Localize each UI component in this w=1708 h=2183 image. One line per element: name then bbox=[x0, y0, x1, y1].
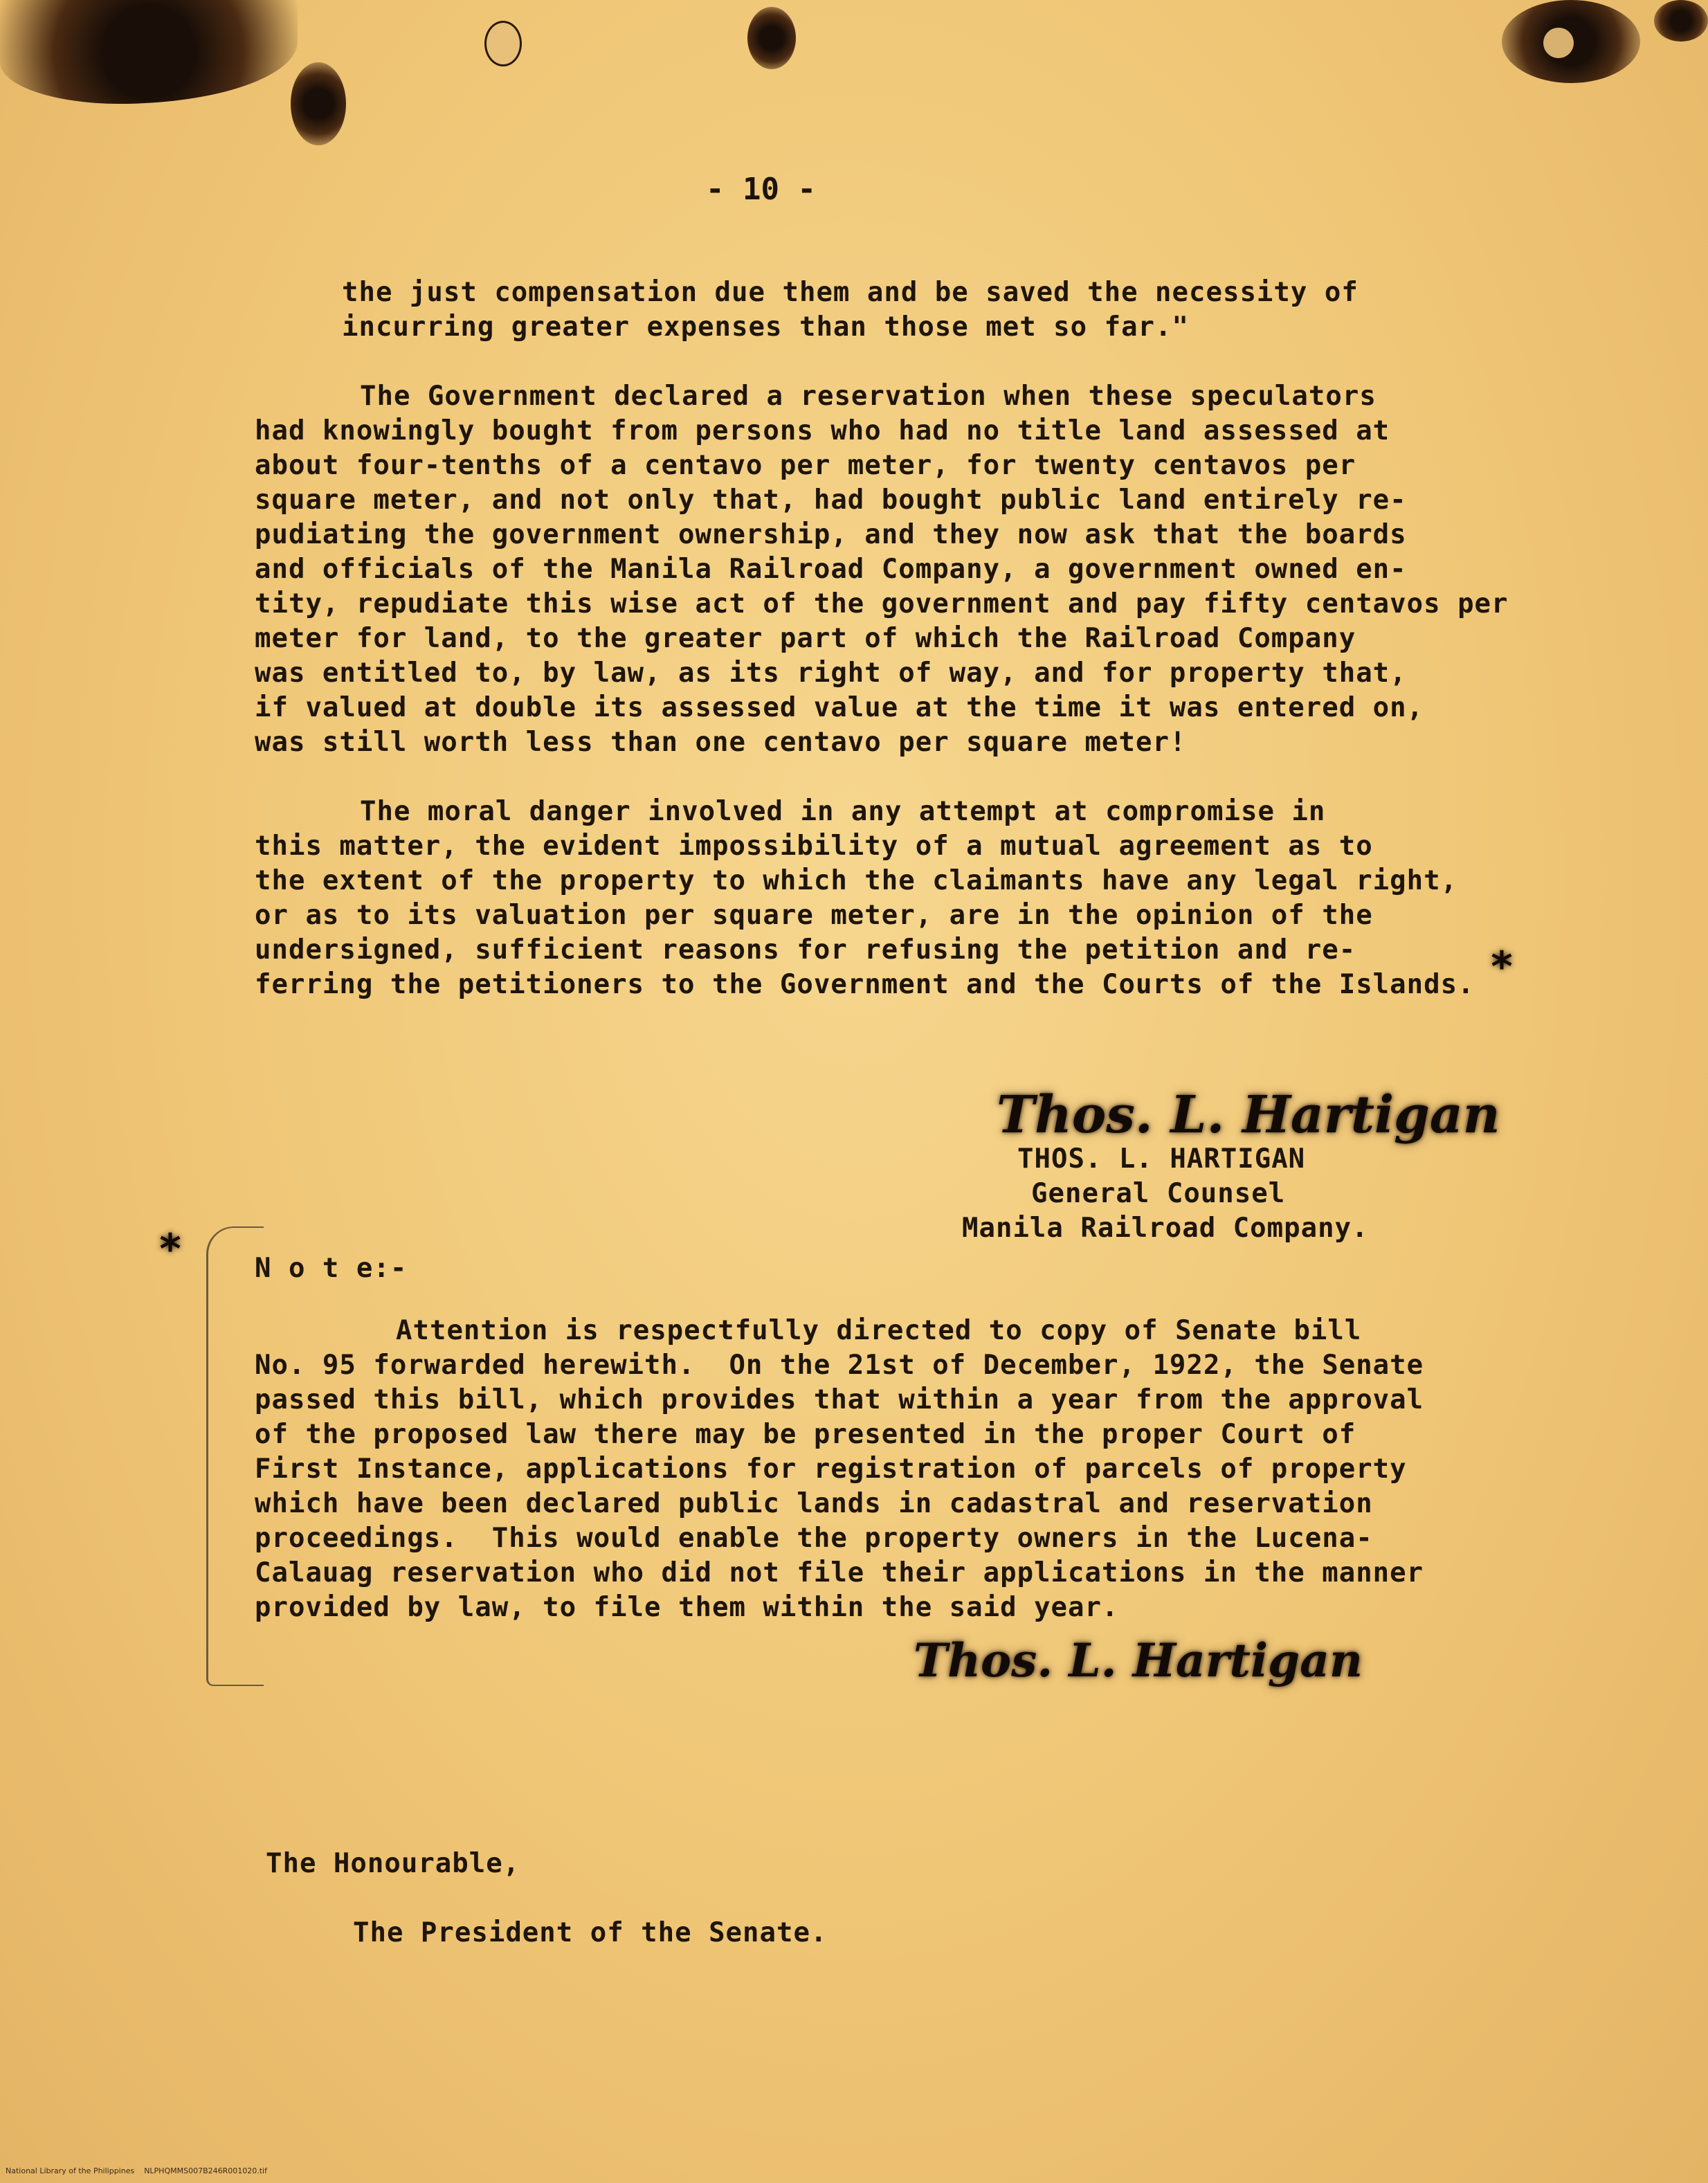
paragraph-moral-line: this matter, the evident impossibility of a mutual agreement as to bbox=[255, 831, 1373, 862]
asterisk-mark-right: * bbox=[1489, 943, 1515, 991]
addressee-recipient: The President of the Senate. bbox=[353, 1917, 828, 1948]
paragraph-government-line: The Government declared a reservation when these speculators bbox=[360, 381, 1377, 412]
continuation-line-1: the just compensation due them and be saved the necessity of bbox=[342, 277, 1359, 308]
paragraph-government-line: was entitled to, by law, as its right of way, and for property that, bbox=[255, 658, 1407, 689]
page-number: - 10 - bbox=[706, 172, 816, 207]
signatory-title: General Counsel bbox=[1031, 1178, 1286, 1209]
signatory-organization: Manila Railroad Company. bbox=[962, 1213, 1369, 1244]
note-line: provided by law, to file them within the said year. bbox=[255, 1592, 1119, 1623]
paragraph-government-line: meter for land, to the greater part of which the Railroad Company bbox=[255, 623, 1356, 654]
signature: Thos. L. Hartigan bbox=[997, 1085, 1500, 1145]
note-line: First Instance, applications for registration of parcels of property bbox=[255, 1453, 1407, 1485]
archive-footer-stamp: National Library of the Philippines NLPHQMMS007B246R001020.tif bbox=[6, 2166, 267, 2175]
addressee-salutation: The Honourable, bbox=[266, 1848, 520, 1879]
burn-mark-top-far-right bbox=[1654, 0, 1708, 42]
paragraph-moral-line: ferring the petitioners to the Government and the Courts of the Islands. bbox=[255, 969, 1475, 1000]
burn-mark-top-left bbox=[0, 0, 298, 104]
continuation-line-2: incurring greater expenses than those met so far." bbox=[342, 311, 1189, 343]
note-line: No. 95 forwarded herewith. On the 21st of December, 1922, the Senate bbox=[255, 1350, 1424, 1381]
paragraph-government-line: about four-tenths of a centavo per meter, for twenty centavos per bbox=[255, 450, 1356, 481]
punch-hole-right bbox=[1543, 28, 1574, 58]
paragraph-moral-line: undersigned, sufficient reasons for refusing the petition and re- bbox=[255, 934, 1356, 966]
note-line: which have been declared public lands in cadastral and reservation bbox=[255, 1488, 1373, 1519]
note-heading: N o t e:- bbox=[255, 1253, 408, 1284]
paragraph-government-line: was still worth less than one centavo per square meter! bbox=[255, 727, 1187, 758]
paragraph-government-line: square meter, and not only that, had bought public land entirely re- bbox=[255, 484, 1407, 516]
burn-mark-top-center bbox=[747, 7, 796, 69]
paragraph-moral-line: The moral danger involved in any attempt at compromise in bbox=[360, 796, 1326, 827]
note-line: passed this bill, which provides that within a year from the approval bbox=[255, 1384, 1424, 1415]
burn-mark-top-left-2 bbox=[291, 62, 346, 145]
paragraph-moral-line: the extent of the property to which the claimants have any legal right, bbox=[255, 865, 1458, 896]
note-line: Calauag reservation who did not file their applications in the manner bbox=[255, 1557, 1424, 1588]
note-signature: Thos. L. Hartigan bbox=[914, 1633, 1363, 1687]
paragraph-government-line: tity, repudiate this wise act of the government and pay fifty centavos per bbox=[255, 588, 1509, 619]
paragraph-government-line: pudiating the government ownership, and they now ask that the boards bbox=[255, 519, 1407, 550]
paragraph-government-line: and officials of the Manila Railroad Company, a government owned en- bbox=[255, 554, 1407, 585]
punch-hole-center bbox=[484, 21, 522, 66]
note-line: proceedings. This would enable the property owners in the Lucena- bbox=[255, 1523, 1373, 1554]
note-line: Attention is respectfully directed to copy of Senate bill bbox=[396, 1315, 1362, 1346]
note-line: of the proposed law there may be presented in the proper Court of bbox=[255, 1419, 1356, 1450]
paragraph-government-line: had knowingly bought from persons who had no title land assessed at bbox=[255, 415, 1390, 446]
asterisk-mark-left: * bbox=[158, 1225, 183, 1274]
paragraph-moral-line: or as to its valuation per square meter, are in the opinion of the bbox=[255, 900, 1373, 931]
paragraph-government-line: if valued at double its assessed value at the time it was entered on, bbox=[255, 692, 1424, 723]
signatory-name: THOS. L. HARTIGAN bbox=[1017, 1143, 1306, 1175]
